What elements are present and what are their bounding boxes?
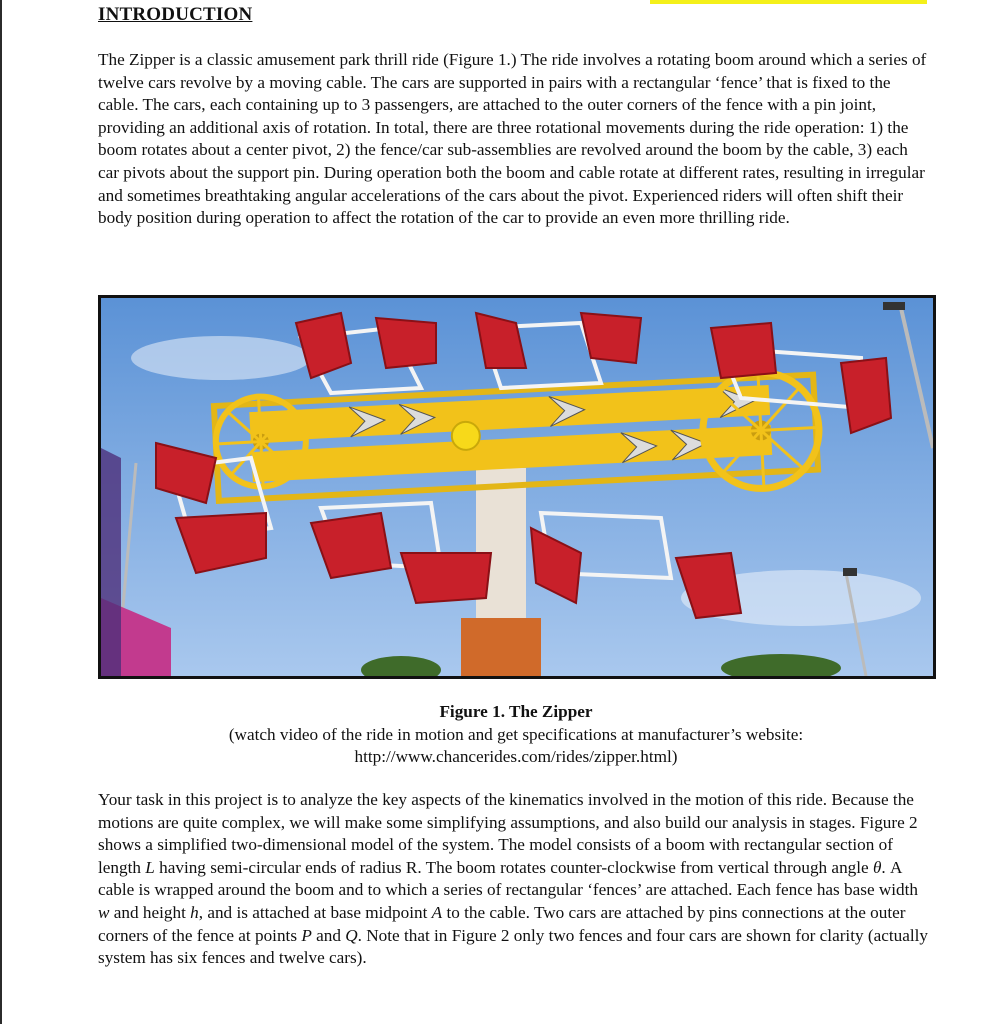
var-w: w <box>98 902 110 922</box>
lamp <box>883 302 905 310</box>
var-P: P <box>301 925 312 945</box>
lamp <box>843 568 857 576</box>
task-text: and <box>311 925 346 945</box>
task-paragraph <box>98 789 928 970</box>
task-text: . Note that in Figure 2 only two fences and four cars are shown for clarity (actually system has six fences and twelve cars). <box>98 925 928 968</box>
page-left-border <box>0 0 2 1024</box>
section-heading: INTRODUCTION <box>98 4 253 25</box>
figure-caption-url: http://www.chancerides.com/rides/zipper.html) <box>354 747 678 766</box>
intro-paragraph: The Zipper is a classic amusement park thrill ride (Figure 1.) The ride involves a rotating boom around which a series of twelve cars revolve by a moving cable. The cars are supported in pairs with a rectangular ‘fence’ that is fixed to the cable. The cars, each containing up to 3 passengers, are attached to the outer corners of the fence with a pin joint, providing an additional axis of rotation. In total, there are three rotational movements during the ride operation: 1) the boom rotates about a center pivot, 2) the fence/car sub-assemblies are revolved around the boom by the cable, 3) each car pivots about the support pin. During operation both the boom and cable rotate at different rates, resulting in irregular and sometimes breathtaking angular accelerations of the cars about the pivot. Experienced riders will often shift their body position during operation to affect the rotation of the car to provide an even more thrilling ride. <box>98 50 927 228</box>
figure-zipper-photo <box>98 295 936 679</box>
task-text: having semi-circular ends of radius R. The boom rotates counter-clockwise from vertical through angle <box>154 857 873 877</box>
var-L: L <box>145 857 155 877</box>
var-A: A <box>431 902 443 922</box>
var-theta: θ <box>872 857 882 877</box>
var-h: h <box>190 902 199 922</box>
center-hub <box>451 421 480 450</box>
figure-caption-note: (watch video of the ride in motion and get specifications at manufacturer’s website: <box>228 725 804 744</box>
task-text: Your task in this project is to analyze the key aspects of the kinematics involved in the motion of this ride. Because the motions are quite complex, we will make some simplifying assumptions, and also build our analysis in stages. Figure 2 shows a simplified two-dimensional model of the system. The model consists of a boom with rectangular section of length <box>98 790 918 877</box>
task-text: . A cable is wrapped around the boom and to which a series of rectangular ‘fences’ are attached. Each fence has base width <box>98 857 919 900</box>
cloud <box>131 336 311 380</box>
tower-base <box>461 618 541 676</box>
stall-frame <box>101 448 121 676</box>
var-Q: Q <box>345 925 358 945</box>
task-text: to the cable. Two cars are attached by pins connections at the outer corners of the fence at points <box>98 902 906 945</box>
zipper-ride-illustration <box>101 298 933 676</box>
task-text: and height <box>109 902 191 922</box>
task-text: , and is attached at base midpoint <box>198 902 432 922</box>
text-highlight-mark <box>650 0 927 4</box>
figure-caption-title: Figure 1. The Zipper <box>439 702 593 721</box>
